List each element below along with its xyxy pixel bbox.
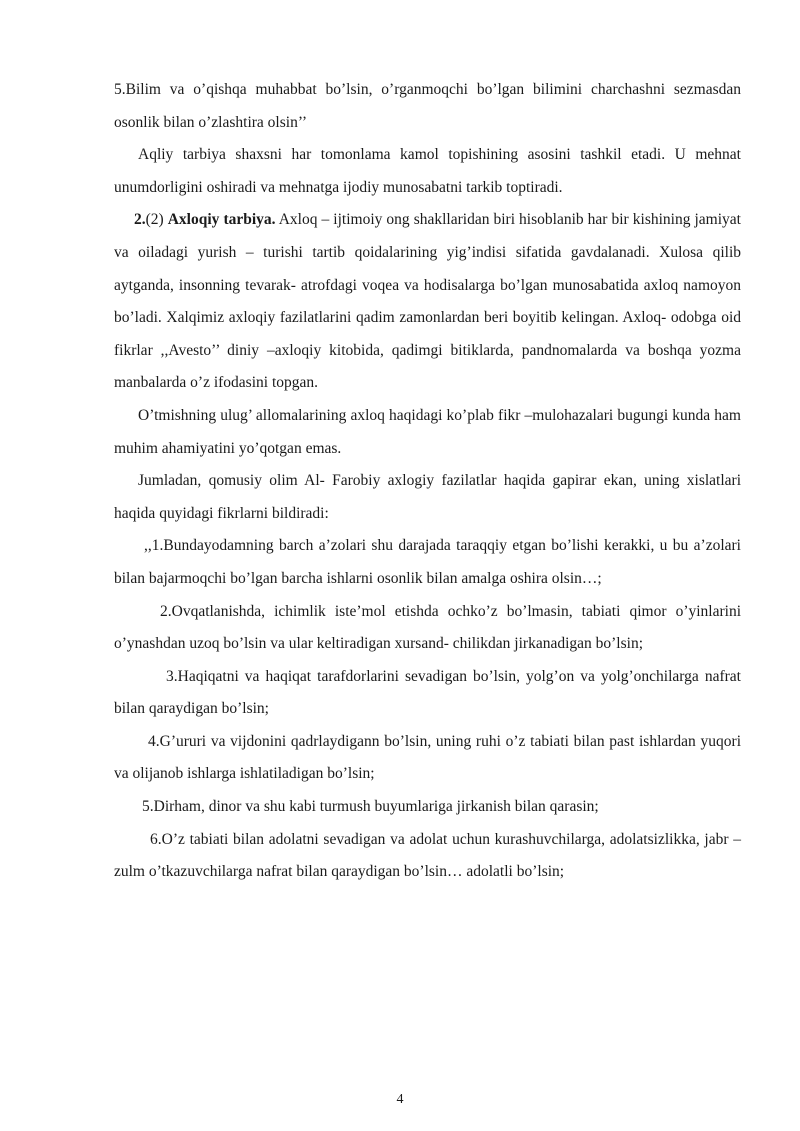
quote-item-1: ,,1.Bundayodamning barch a’zolari shu darajada taraqqiy etgan bo’lishi kerakki, u bu a’zolari bilan bajarmoqchi bo’lgan barcha ishlarni osonlik bilan amalga oshira olsin…;: [114, 537, 741, 587]
paragraph-3: [114, 204, 741, 400]
paragraph-2: Aqliy tarbiya shaxsni har tomonlama kamol topishining asosini tashkil etadi. U mehnat unumdorligini oshiradi va mehnatga ijodiy munosabatni tarkib toptiradi.: [114, 146, 741, 196]
quote-item-3: 3.Haqiqatni va haqiqat tarafdorlarini sevadigan bo’lsin, yolg’on va yolg’onchilarga nafrat bilan qaraydigan bo’lsin;: [114, 667, 741, 718]
section-number-paren: (2): [145, 211, 168, 229]
quote-item-5: 5.Dirham, dinor va shu kabi turmush buyumlariga jirkanish bilan qarasin;: [142, 798, 599, 816]
page-number: 4: [396, 1092, 404, 1107]
quote-item-4: 4.G’ururi va vijdonini qadrlaydigann bo’lsin, uning ruhi o’z tabiati bilan past ishlardan yuqori va olijanob ishlarga ishlatiladigan bo’lsin;: [114, 732, 741, 783]
section-title: Axloqiy tarbiya.: [167, 211, 276, 229]
paragraph-1: 5.Bilim va o’qishqa muhabbat bo’lsin, o’rganmoqchi bo’lgan bilimini charchashni sezmasdan osonlik bilan o’zlashtira olsin’’: [114, 81, 741, 131]
paragraph-5: Jumladan, qomusiy olim Al- Farobiy axlogiy fazilatlar haqida gapirar ekan, uning xislatlari haqida quyidagi fikrlarni bildiradi:: [114, 472, 741, 522]
quote-item-2: 2.Ovqatlanishda, ichimlik iste’mol etishda ochko’z bo’lmasin, tabiati qimor o’yinlarini o’ynashdan uzoq bo’lsin va ular keltiradigan xursand- chilikdan jirkanadigan bo’lsin;: [114, 602, 741, 653]
paragraph-4: O’tmishning ulug’ allomalarining axloq haqidagi ko’plab fikr –mulohazalari bugungi kunda ham muhim ahamiyatini yo’qotgan emas.: [114, 406, 741, 457]
quote-item-6: 6.O’z tabiati bilan adolatni sevadigan va adolat uchun kurashuvchilarga, adolatsizlikka, jabr –zulm o’tkazuvchilarga nafrat bilan qaraydigan bo’lsin… adolatli bo’lsin;: [114, 830, 741, 881]
section-body: Axloq – ijtimoiy ong shakllaridan biri hisoblanib har bir kishining jamiyat va oiladagi yurish – turishi tartib qoidalarining yig’indisi sifatida gavdalanadi. Xulosa qilib aytganda, insonning tevarak- atrofdagi voqea va hodisalarga bo’lgan munosabatida axloq namoyon bo’ladi. Xalqimiz axloqiy fazilatlarini qadim zamonlardan beri boyitib kelingan. Axloq- odobga oid fikrlar ,,Avesto’’ diniy –axloqiy kitobida, qadimgi bitiklarda, pandnomalarda va boshqa yozma manbalarda o’z ifodasini topgan.: [114, 211, 741, 392]
section-number: 2.: [134, 211, 146, 229]
document-page: [114, 74, 741, 889]
